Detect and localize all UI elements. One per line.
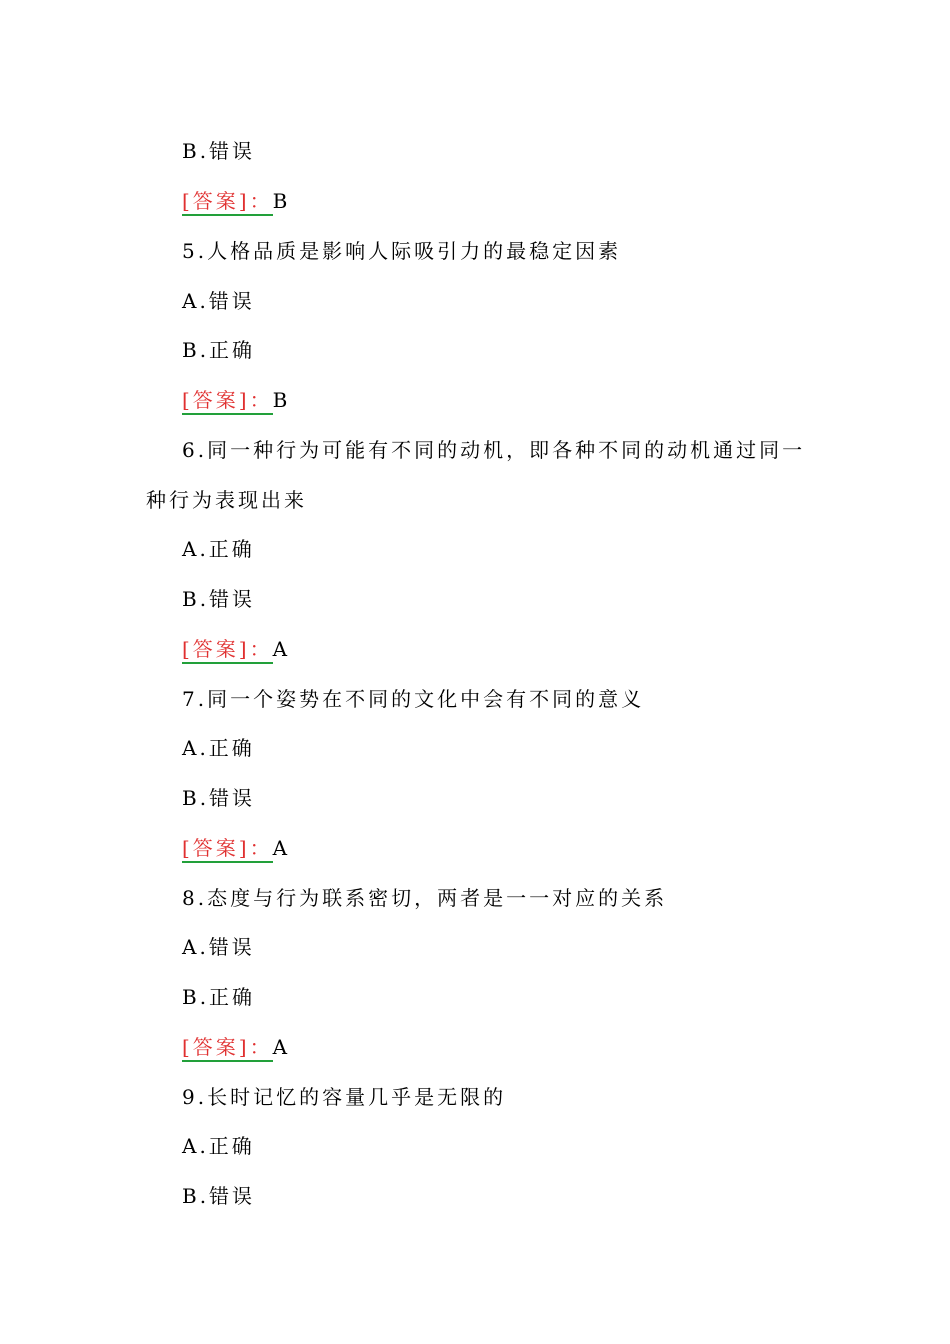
option-b: B.正确 — [182, 985, 256, 1009]
answer-colon: ： — [250, 388, 273, 415]
question-7: 7.同一个姿势在不同的文化中会有不同的意义 — [182, 687, 645, 711]
answer-line — [182, 1035, 290, 1059]
option-b: B.错误 — [182, 1184, 256, 1208]
answer-line — [182, 836, 290, 860]
answer-colon: ： — [250, 836, 273, 863]
answer-tag: [答案] — [182, 388, 250, 415]
answer-value: B — [272, 189, 291, 213]
answer-value: A — [272, 637, 291, 661]
option-a: A.正确 — [182, 537, 255, 561]
question-9: 9.长时记忆的容量几乎是无限的 — [182, 1085, 507, 1109]
answer-line — [182, 189, 290, 213]
option-a: A.错误 — [182, 289, 255, 313]
option-a: A.错误 — [182, 935, 255, 959]
answer-colon: ： — [250, 1035, 273, 1062]
answer-line — [182, 637, 290, 661]
answer-value: A — [272, 836, 291, 860]
option-b: B.正确 — [182, 338, 256, 362]
question-5: 5.人格品质是影响人际吸引力的最稳定因素 — [182, 239, 622, 263]
question-8: 8.态度与行为联系密切，两者是一一对应的关系 — [182, 886, 668, 910]
option-a: A.正确 — [182, 736, 255, 760]
option-b: B.错误 — [182, 139, 256, 163]
answer-colon: ： — [250, 189, 273, 216]
option-b: B.错误 — [182, 786, 256, 810]
answer-tag: [答案] — [182, 1035, 250, 1062]
question-6-line-1: 6.同一种行为可能有不同的动机，即各种不同的动机通过同一 — [182, 438, 806, 462]
answer-line — [182, 388, 290, 412]
answer-colon: ： — [250, 637, 273, 664]
answer-tag: [答案] — [182, 637, 250, 664]
option-b: B.错误 — [182, 587, 256, 611]
answer-tag: [答案] — [182, 189, 250, 216]
answer-value: A — [272, 1035, 291, 1059]
option-a: A.正确 — [182, 1134, 255, 1158]
answer-value: B — [272, 388, 291, 412]
question-6-line-2: 种行为表现出来 — [146, 488, 307, 512]
answer-tag: [答案] — [182, 836, 250, 863]
